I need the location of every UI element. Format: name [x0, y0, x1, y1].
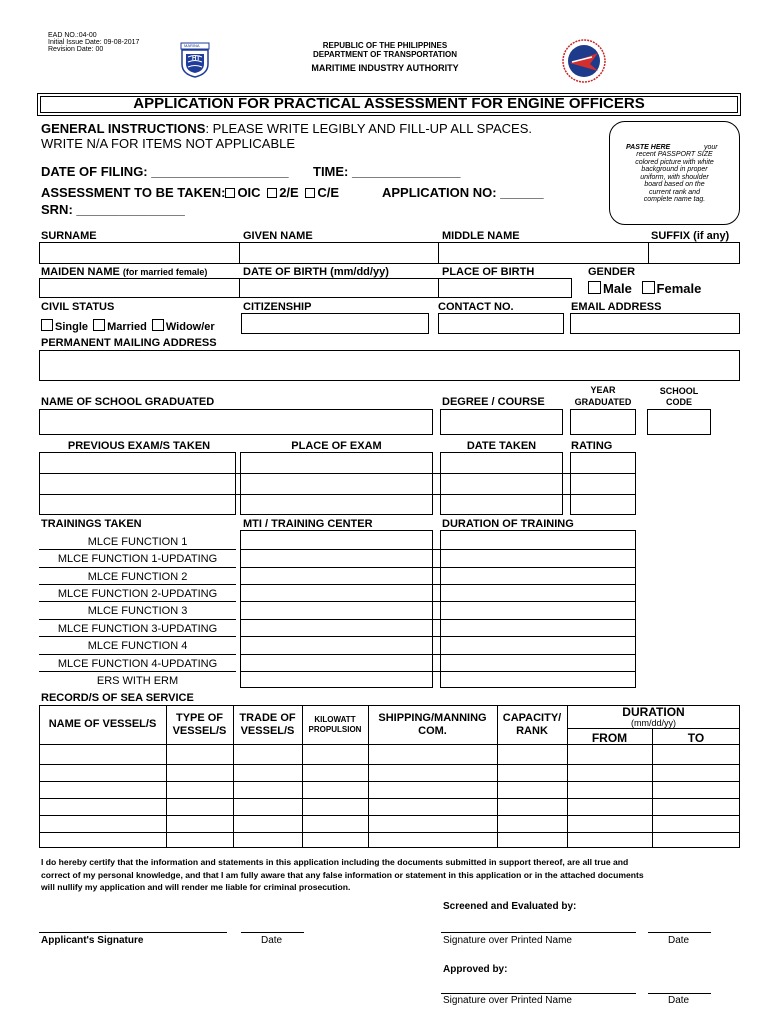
- train-line-6: [39, 636, 236, 637]
- given-name-label: GIVEN NAME: [243, 230, 313, 242]
- train-line-7: [39, 654, 236, 655]
- certification-line-3: will nullify my application and will render me liable for criminal prosecution.: [41, 882, 351, 892]
- oic-label: OIC: [237, 185, 261, 200]
- widow-checkbox[interactable]: [152, 319, 164, 331]
- training-item-9: ERS WITH ERM: [96, 675, 179, 687]
- from-header: FROM: [591, 731, 628, 745]
- exam-col-1[interactable]: [39, 452, 236, 515]
- exam-row-line-1: [39, 473, 636, 474]
- tc-line-2: [240, 567, 636, 568]
- training-item-7: MLCE FUNCTION 4: [87, 640, 188, 652]
- middle-name-label: MIDDLE NAME: [442, 230, 520, 242]
- exam-row-line-2: [39, 494, 636, 495]
- tc-line-1: [240, 549, 636, 550]
- applicant-date-label: Date: [261, 935, 283, 946]
- training-item-6: MLCE FUNCTION 3-UPDATING: [57, 623, 218, 635]
- document-number: EAD NO.:04-00: [48, 32, 97, 39]
- exam-col-2[interactable]: [240, 452, 433, 515]
- maiden-name-text: MAIDEN NAME: [41, 266, 120, 278]
- train-line-3: [39, 584, 236, 585]
- photo-line-4: uniform, with shoulder: [640, 173, 709, 181]
- instructions-text: : PLEASE WRITE LEGIBLY AND FILL-UP ALL SPACES.: [205, 121, 533, 136]
- photo-line-6: current rank and: [649, 188, 700, 196]
- to-header: TO: [687, 731, 705, 745]
- female-checkbox[interactable]: [642, 281, 655, 294]
- year-graduated-input[interactable]: [570, 409, 636, 435]
- approver-signature-label: Signature over Printed Name: [443, 995, 572, 1006]
- sea-row-line-4: [39, 815, 740, 816]
- rating-label: RATING: [571, 440, 613, 452]
- widow-label: Widow/er: [165, 321, 215, 333]
- instructions-line-2: WRITE N/A FOR ITEMS NOT APPLICABLE: [41, 136, 296, 151]
- contact-label: CONTACT NO.: [438, 301, 514, 313]
- school-code-label-1: SCHOOL: [659, 386, 699, 396]
- name-divider-2: [438, 242, 439, 264]
- photo-your: your: [704, 144, 718, 151]
- degree-label: DEGREE / COURSE: [442, 396, 545, 408]
- sea-row-line-1: [39, 764, 740, 765]
- shipping-header-2: COM.: [418, 725, 447, 737]
- maiden-dob-pob-box[interactable]: [39, 278, 572, 298]
- sea-row-line-5: [39, 832, 740, 833]
- training-item-1: MLCE FUNCTION 1: [87, 536, 188, 548]
- dotr-logo-icon: [560, 38, 608, 84]
- approver-sign-line[interactable]: [441, 993, 636, 994]
- applicant-date-line[interactable]: [241, 932, 304, 933]
- photo-line-2: colored picture with white: [635, 158, 714, 166]
- trade-header-1: TRADE OF: [239, 712, 296, 724]
- email-label: EMAIL ADDRESS: [571, 301, 662, 313]
- instructions-line-1: [41, 121, 532, 136]
- citizenship-label: CITIZENSHIP: [243, 301, 312, 313]
- civil-status-label: CIVIL STATUS: [41, 301, 115, 313]
- exam-col-4[interactable]: [570, 452, 636, 515]
- year-label-2: GRADUATED: [574, 397, 632, 407]
- maiden-note: (for married female): [122, 267, 208, 277]
- train-line-4: [39, 601, 236, 602]
- train-line-2: [39, 567, 236, 568]
- trade-header-2: VESSEL/S: [240, 725, 295, 737]
- male-label: Male: [603, 281, 632, 296]
- photo-line-1: recent PASSPORT SIZE: [636, 151, 713, 158]
- time-field[interactable]: TIME: _______________: [313, 164, 461, 179]
- capacity-header-2: RANK: [516, 725, 548, 737]
- male-checkbox[interactable]: [588, 281, 601, 294]
- school-code-input[interactable]: [647, 409, 711, 435]
- applicant-signature-label: Applicant's Signature: [41, 935, 144, 946]
- authority-line: MARITIME INDUSTRY AUTHORITY: [311, 63, 459, 73]
- tc-line-8: [240, 671, 636, 672]
- initial-issue-date: Initial Issue Date: 09-08-2017: [48, 39, 140, 46]
- sea-service-label: RECORD/S OF SEA SERVICE: [41, 692, 194, 704]
- civil-status-options: [41, 319, 215, 333]
- name-input-box[interactable]: [39, 242, 740, 264]
- mailing-address-label: PERMANENT MAILING ADDRESS: [41, 337, 217, 349]
- date-of-filing-field[interactable]: DATE OF FILING: ___________________: [41, 164, 289, 179]
- certification-line-1: I do hereby certify that the information and statements in this application including the documents submitted in support thereof, are all true and: [41, 857, 629, 867]
- screened-label: Screened and Evaluated by:: [443, 901, 577, 912]
- mailing-address-input[interactable]: [39, 350, 740, 381]
- school-code-label-2: CODE: [665, 397, 692, 407]
- certification-line-2: correct of my personal knowledge, and that I am fully aware that any false information or statement in this application or in the attached documents: [41, 870, 644, 880]
- maiden-name-label: [41, 266, 207, 278]
- vessel-type-header-1: TYPE OF: [175, 712, 224, 724]
- capacity-header-1: CAPACITY/: [502, 712, 562, 724]
- row2-divider-1: [239, 278, 240, 298]
- application-no-field[interactable]: APPLICATION NO: ______: [382, 185, 544, 200]
- name-divider-1: [239, 242, 240, 264]
- ce-checkbox[interactable]: [305, 188, 315, 198]
- republic-line: REPUBLIC OF THE PHILIPPINES: [322, 41, 448, 50]
- single-label: Single: [55, 321, 89, 333]
- tc-line-6: [240, 636, 636, 637]
- marina-seal-center: HT: [192, 56, 200, 62]
- assessment-row: [41, 185, 339, 200]
- approver-date-line[interactable]: [648, 993, 711, 994]
- duration-split-line: [567, 728, 740, 729]
- duration-header: DURATION: [622, 705, 685, 719]
- 2e-label: 2/E: [279, 185, 299, 200]
- training-center-column[interactable]: [240, 530, 433, 688]
- school-label: NAME OF SCHOOL GRADUATED: [41, 396, 215, 408]
- female-label: Female: [656, 281, 702, 296]
- train-line-1: [39, 549, 236, 550]
- surname-label: SURNAME: [41, 230, 97, 242]
- citizenship-input[interactable]: [241, 313, 429, 334]
- training-duration-label: DURATION OF TRAINING: [442, 518, 574, 530]
- married-checkbox[interactable]: [93, 319, 105, 331]
- photo-line-7: complete name tag.: [643, 196, 706, 203]
- approved-label: Approved by:: [443, 964, 508, 975]
- school-input[interactable]: [39, 409, 433, 435]
- pob-label: PLACE OF BIRTH: [442, 266, 535, 278]
- training-item-8: MLCE FUNCTION 4-UPDATING: [57, 658, 218, 670]
- form-title: APPLICATION FOR PRACTICAL ASSESSMENT FOR ENGINE OFFICERS: [133, 95, 645, 112]
- oic-checkbox[interactable]: [225, 188, 235, 198]
- sea-row-line-3: [39, 798, 740, 799]
- gender-label: GENDER: [588, 266, 636, 278]
- tc-line-7: [240, 654, 636, 655]
- photo-line-5: board based on the: [644, 181, 705, 188]
- revision-date: Revision Date: 00: [48, 46, 104, 53]
- date-taken-label: DATE TAKEN: [466, 440, 537, 452]
- screener-sign-line[interactable]: [441, 932, 636, 933]
- tc-line-3: [240, 584, 636, 585]
- dob-label: DATE OF BIRTH (mm/dd/yy): [243, 266, 389, 278]
- photo-paste-here: PASTE HERE: [626, 144, 671, 151]
- training-center-label: MTI / TRAINING CENTER: [243, 518, 373, 530]
- sea-row-line-2: [39, 781, 740, 782]
- email-input[interactable]: [570, 313, 740, 334]
- train-line-8: [39, 671, 236, 672]
- kilowatt-header-2: PROPULSION: [308, 725, 362, 734]
- kilowatt-header-1: KILOWATT: [314, 715, 356, 724]
- training-item-3: MLCE FUNCTION 2: [87, 571, 188, 583]
- single-checkbox[interactable]: [41, 319, 53, 331]
- place-exam-label: PLACE OF EXAM: [291, 440, 382, 452]
- department-line: DEPARTMENT OF TRANSPORTATION: [313, 50, 457, 59]
- row2-divider-2: [438, 278, 439, 298]
- training-item-2: MLCE FUNCTION 1-UPDATING: [57, 553, 218, 565]
- trainings-label: TRAININGS TAKEN: [41, 518, 142, 530]
- screener-date-line[interactable]: [648, 932, 711, 933]
- suffix-label: SUFFIX (if any): [651, 230, 730, 242]
- year-label-1: YEAR: [590, 385, 616, 395]
- tc-line-5: [240, 619, 636, 620]
- photo-line-3: background in proper: [641, 166, 708, 173]
- training-duration-column[interactable]: [440, 530, 636, 688]
- sea-col-7: [652, 728, 653, 848]
- training-item-5: MLCE FUNCTION 3: [87, 605, 188, 617]
- vessel-name-header: NAME OF VESSEL/S: [48, 718, 157, 730]
- gender-options: [588, 281, 701, 296]
- 2e-checkbox[interactable]: [267, 188, 277, 198]
- ce-label: C/E: [317, 185, 339, 200]
- contact-input[interactable]: [438, 313, 564, 334]
- exam-col-3[interactable]: [440, 452, 563, 515]
- screener-signature-label: Signature over Printed Name: [443, 935, 572, 946]
- marina-seal-text: MARINA: [184, 43, 200, 48]
- vessel-type-header-2: VESSEL/S: [172, 725, 227, 737]
- assessment-label: ASSESSMENT TO BE TAKEN:: [41, 185, 226, 200]
- tc-line-4: [240, 601, 636, 602]
- instructions-label: GENERAL INSTRUCTIONS: [41, 121, 206, 136]
- applicant-sign-line[interactable]: [39, 932, 227, 933]
- married-label: Married: [107, 321, 147, 333]
- training-item-4: MLCE FUNCTION 2-UPDATING: [57, 588, 218, 600]
- duration-format: (mm/dd/yy): [631, 718, 676, 728]
- degree-input[interactable]: [440, 409, 563, 435]
- approver-date-label: Date: [668, 995, 690, 1006]
- train-line-5: [39, 619, 236, 620]
- srn-field[interactable]: SRN: _______________: [41, 202, 185, 217]
- prev-exam-label: PREVIOUS EXAM/S TAKEN: [67, 440, 211, 452]
- screener-date-label: Date: [668, 935, 690, 946]
- shipping-header-1: SHIPPING/MANNING: [378, 712, 487, 724]
- name-divider-3: [648, 242, 649, 264]
